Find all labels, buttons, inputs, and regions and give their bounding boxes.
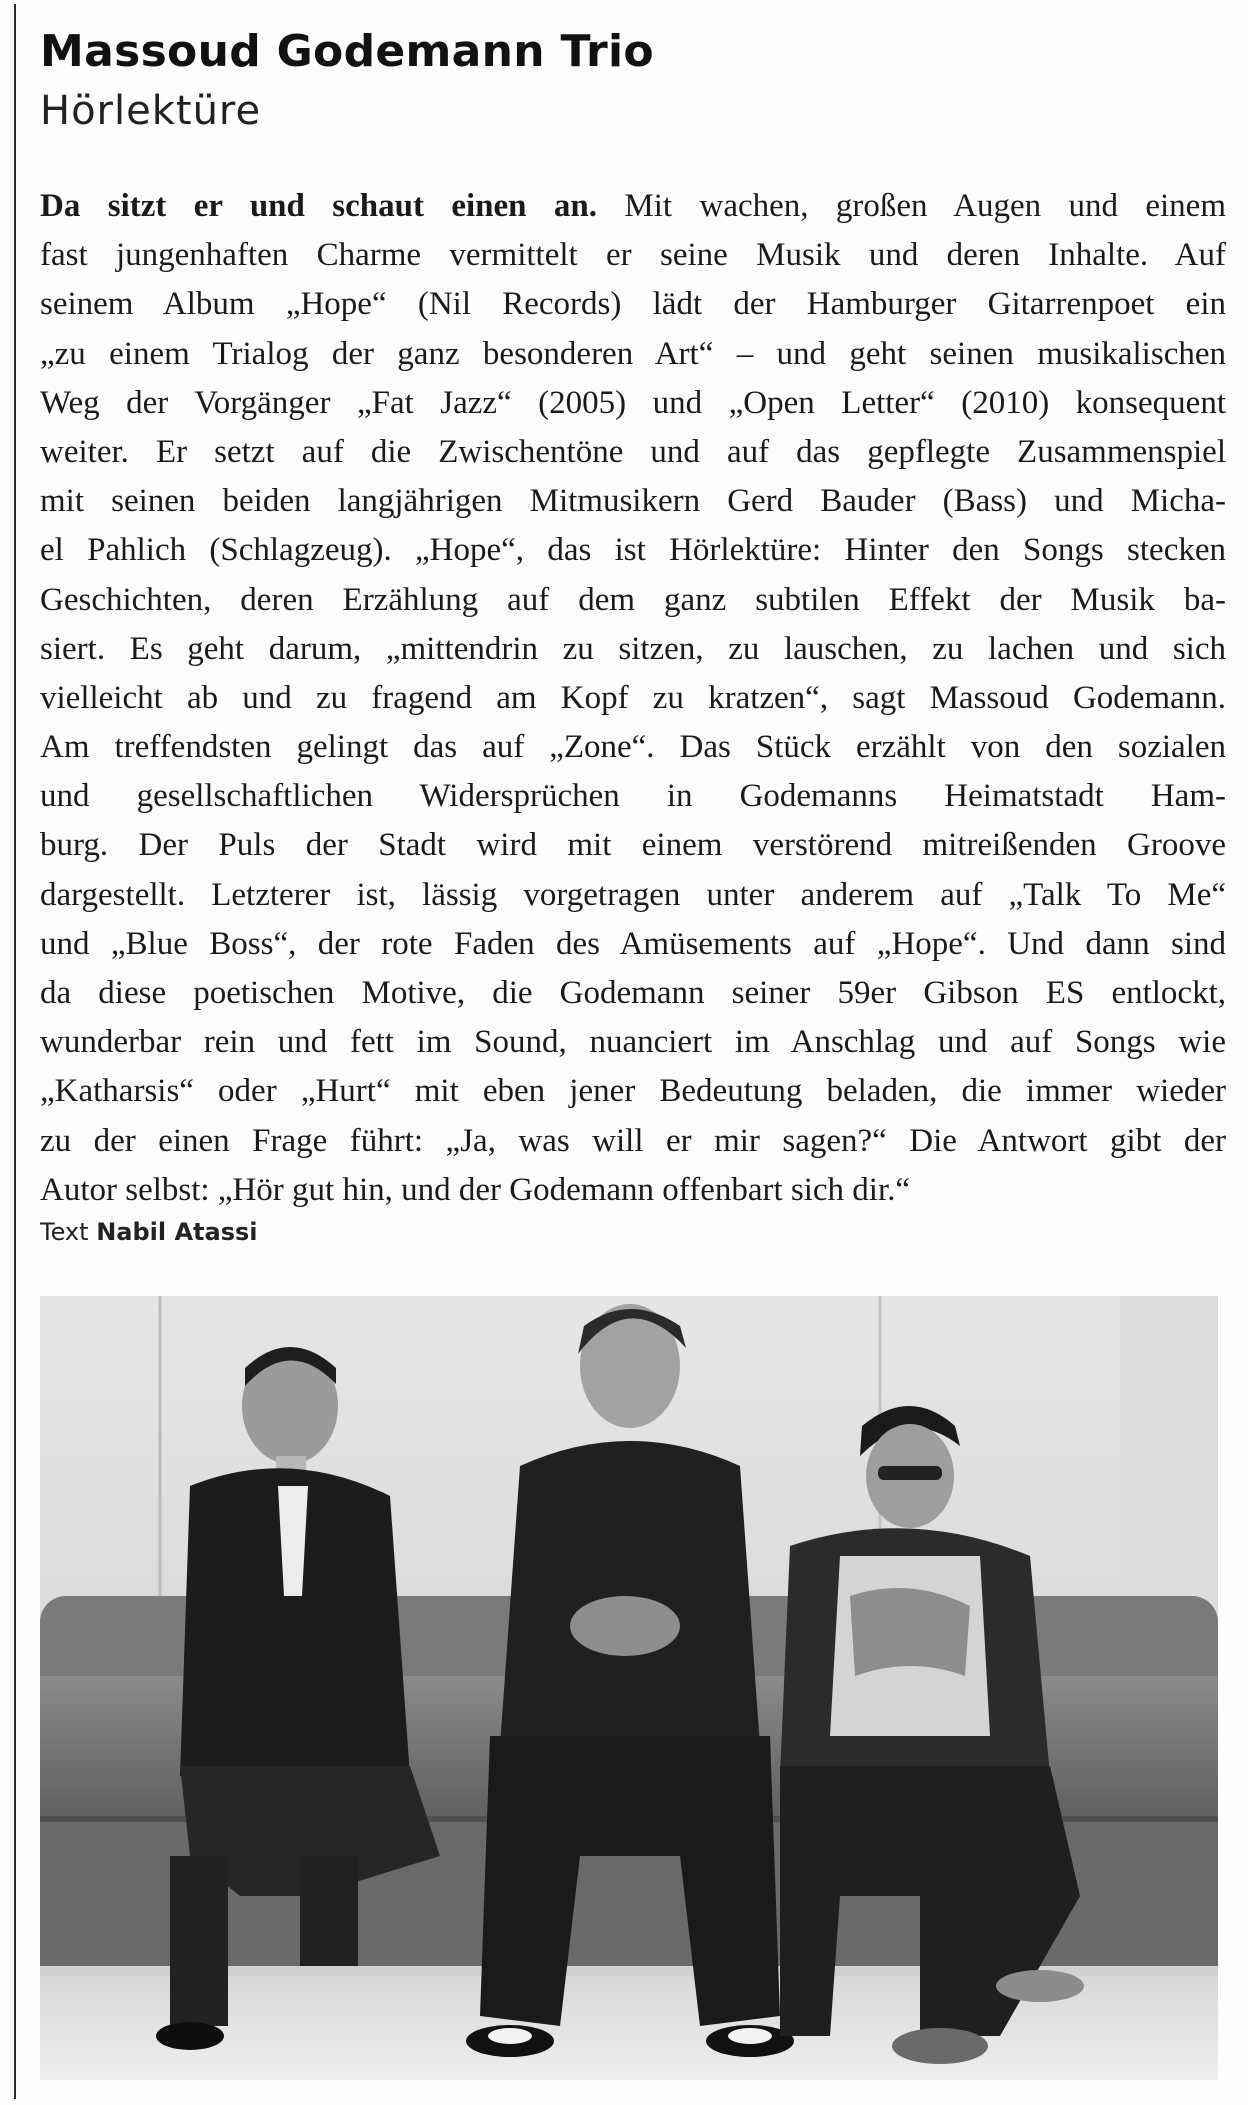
- body-line-15: dargestellt. Letzterer ist, lässig vorgetragen unter anderem auf „Talk To Me“: [40, 876, 1226, 913]
- byline-label: Text: [40, 1218, 89, 1246]
- body-line-9: Geschichten, deren Erzählung auf dem ganz subtilen Effekt der Musik ba-: [40, 581, 1226, 618]
- body-line-1-text: Mit wachen, großen Augen und einem: [624, 188, 1226, 224]
- body-line-18: wunderbar rein und fett im Sound, nuanciert im Anschlag und auf Songs wie: [40, 1024, 1226, 1061]
- byline: [40, 1218, 258, 1246]
- body-line-12: Am treffendsten gelingt das auf „Zone“. Das Stück erzählt von den sozialen: [40, 729, 1226, 766]
- body-line-8: el Pahlich (Schlagzeug). „Hope“, das ist Hörlektüre: Hinter den Songs stecken: [40, 532, 1226, 569]
- band-photo: [40, 1296, 1218, 2080]
- body-line-1: [40, 182, 1226, 231]
- body-line-17: da diese poetischen Motive, die Godemann seiner 59er Gibson ES entlockt,: [40, 975, 1226, 1011]
- left-column-rule: [14, 4, 16, 2099]
- body-line-10: siert. Es geht darum, „mittendrin zu sitzen, zu lauschen, zu lachen und sich: [40, 630, 1226, 667]
- body-line-20: zu der einen Frage führt: „Ja, was will er mir sagen?“ Die Antwort gibt der: [40, 1122, 1226, 1159]
- article-body: [40, 182, 1226, 1215]
- body-line-13: und gesellschaftlichen Widersprüchen in Godemanns Heimatstadt Ham-: [40, 778, 1226, 815]
- body-line-11: vielleicht ab und zu fragend am Kopf zu kratzen“, sagt Massoud Godemann.: [40, 679, 1226, 716]
- band-photo-illustration: [40, 1296, 1218, 2080]
- lead-sentence: Da sitzt er und schaut einen an.: [40, 188, 598, 224]
- body-line-5: Weg der Vorgänger „Fat Jazz“ (2005) und „Open Letter“ (2010) konsequent: [40, 384, 1226, 421]
- body-line-7: mit seinen beiden langjährigen Mitmusikern Gerd Bauder (Bass) und Micha-: [40, 483, 1226, 520]
- byline-author: Nabil Atassi: [96, 1218, 258, 1246]
- body-line-2: fast jungenhaften Charme vermittelt er seine Musik und deren Inhalte. Auf: [40, 237, 1226, 274]
- body-line-3: seinem Album „Hope“ (Nil Records) lädt der Hamburger Gitarrenpoet ein: [40, 286, 1226, 323]
- body-line-19: „Katharsis“ oder „Hurt“ mit eben jener Bedeutung beladen, die immer wieder: [40, 1073, 1226, 1110]
- article-subtitle: Hörlektüre: [40, 88, 262, 134]
- body-line-21: Autor selbst: „Hör gut hin, und der Godemann offenbart sich dir.“: [40, 1171, 911, 1208]
- body-line-6: weiter. Er setzt auf die Zwischentöne und auf das gepflegte Zusammenspiel: [40, 433, 1226, 470]
- article-title: Massoud Godemann Trio: [40, 26, 654, 77]
- body-line-4: „zu einem Trialog der ganz besonderen Art“ – und geht seinen musikalischen: [40, 335, 1226, 372]
- body-line-14: burg. Der Puls der Stadt wird mit einem verstörend mitreißenden Groove: [40, 827, 1226, 864]
- body-line-16: und „Blue Boss“, der rote Faden des Amüsements auf „Hope“. Und dann sind: [40, 925, 1226, 962]
